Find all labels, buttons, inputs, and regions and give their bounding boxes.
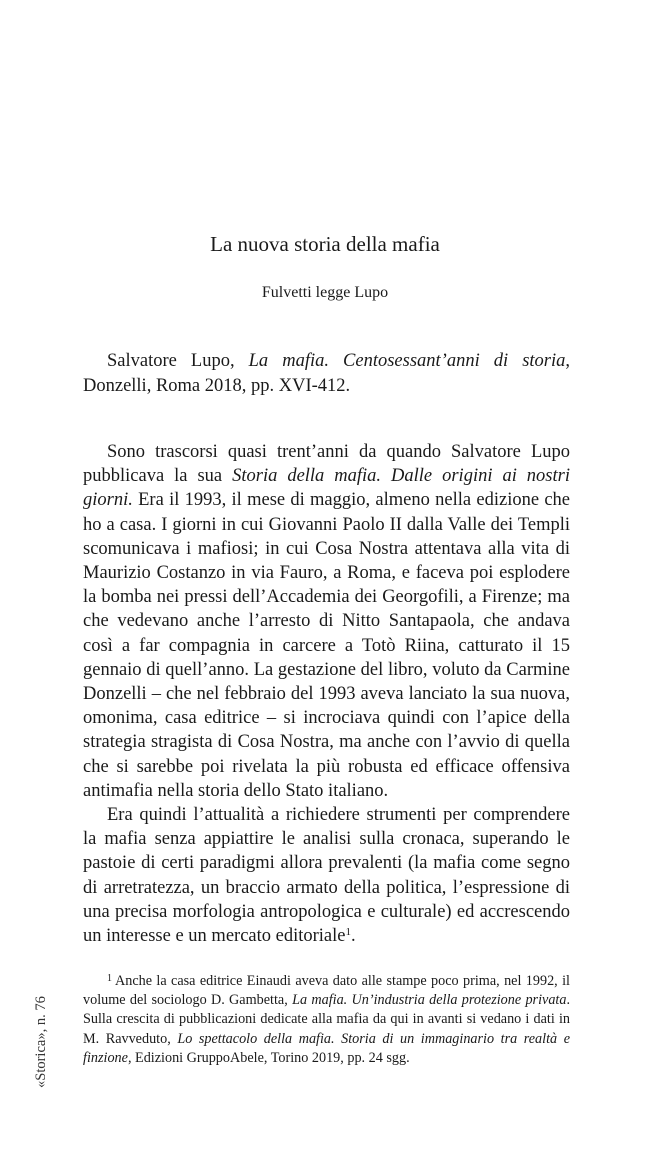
footnote-reference-1[interactable]: 1 [345,926,351,939]
paragraph-2-text: Era quindi l’attualità a richiedere strumenti per comprendere la mafia senza appiattire le analisi sulla cronaca, superando le pastoie di certi paradigmi allora prevalenti (la mafia come segno di arretratezza, un braccio armato della politica, l’espressione di una precisa morfologia antropologica e culturale) ed accrescendo un interesse e un mercato editoriale [83,805,570,947]
paragraph-2-end: . [351,926,356,947]
article-subtitle: Fulvetti legge Lupo [261,284,389,301]
footnote-number: 1 [107,973,112,984]
reference-book-title: La mafia. Centosessant’anni di storia [248,351,566,371]
footnote-text-a: Anche la casa editrice Einaudi aveva dato alle stampe poco prima, nel 1992, il volume del sociologo D. Gambetta, [83,973,570,1009]
paragraph-1 [83,440,570,803]
paragraph-2 [83,803,570,948]
paragraph-1-italic-title: Storia della mafia. Dalle origini ai nostri giorni. [83,466,570,511]
footnote-text-e: , Edizioni GruppoAbele, Torino 2019, pp. 24 sgg. [127,1049,410,1066]
footnote-italic-title-2: Lo spettacolo della mafia. Storia di un immaginario tra realtà e finzione [83,1030,570,1066]
paragraph-1-text-a: Sono trascorsi quasi trent’anni da quando Salvatore Lupo pubblicava la sua [83,442,570,487]
footnote-italic-title-1: La mafia. Un’industria della protezione privata [292,992,567,1009]
article-body [83,440,570,948]
footnote-text-c: . Sulla crescita di pubblicazioni dedicate alla mafia da qui in avanti si vedano i dati in M. Ravveduto, [83,992,570,1047]
book-reference [83,349,570,398]
paragraph-1-text-c: Era il 1993, il mese di maggio, almeno nella edizione che ho a casa. I giorni in cui Giovanni Paolo II dalla Valle dei Templi scomunicava i mafiosi; in cui Cosa Nostra attentava alla vita di Maurizio Costanzo in via Fauro, a Roma, e faceva poi esplodere la bomba nei pressi dell’Accademia dei Georgofili, a Firenze; ma che vedevano anche l’arresto di Nitto Santapaola, che andava così a far compagnia in carcere a Totò Riina, catturato il 15 gennaio di quell’anno. La gestazione del libro, voluto da Carmine Donzelli – che nel febbraio del 1993 aveva lanciato la sua nuova, omonima, casa editrice – si incrociava quindi con l’apice della strategia stragista di Cosa Nostra, ma anche con l’avvio di quella che si sarebbe poi rivelata la più robusta ed efficace offensiva antimafia nella storia dello Stato italiano. [83,490,570,801]
article-title: La nuova storia della mafia [210,232,440,256]
running-head: «Storica», n. 76 [33,996,49,1088]
footnote-1 [83,972,570,1068]
reference-publisher: , Donzelli, Roma 2018, pp. XVI-412. [83,351,570,396]
reference-author: Salvatore Lupo, [107,351,235,371]
